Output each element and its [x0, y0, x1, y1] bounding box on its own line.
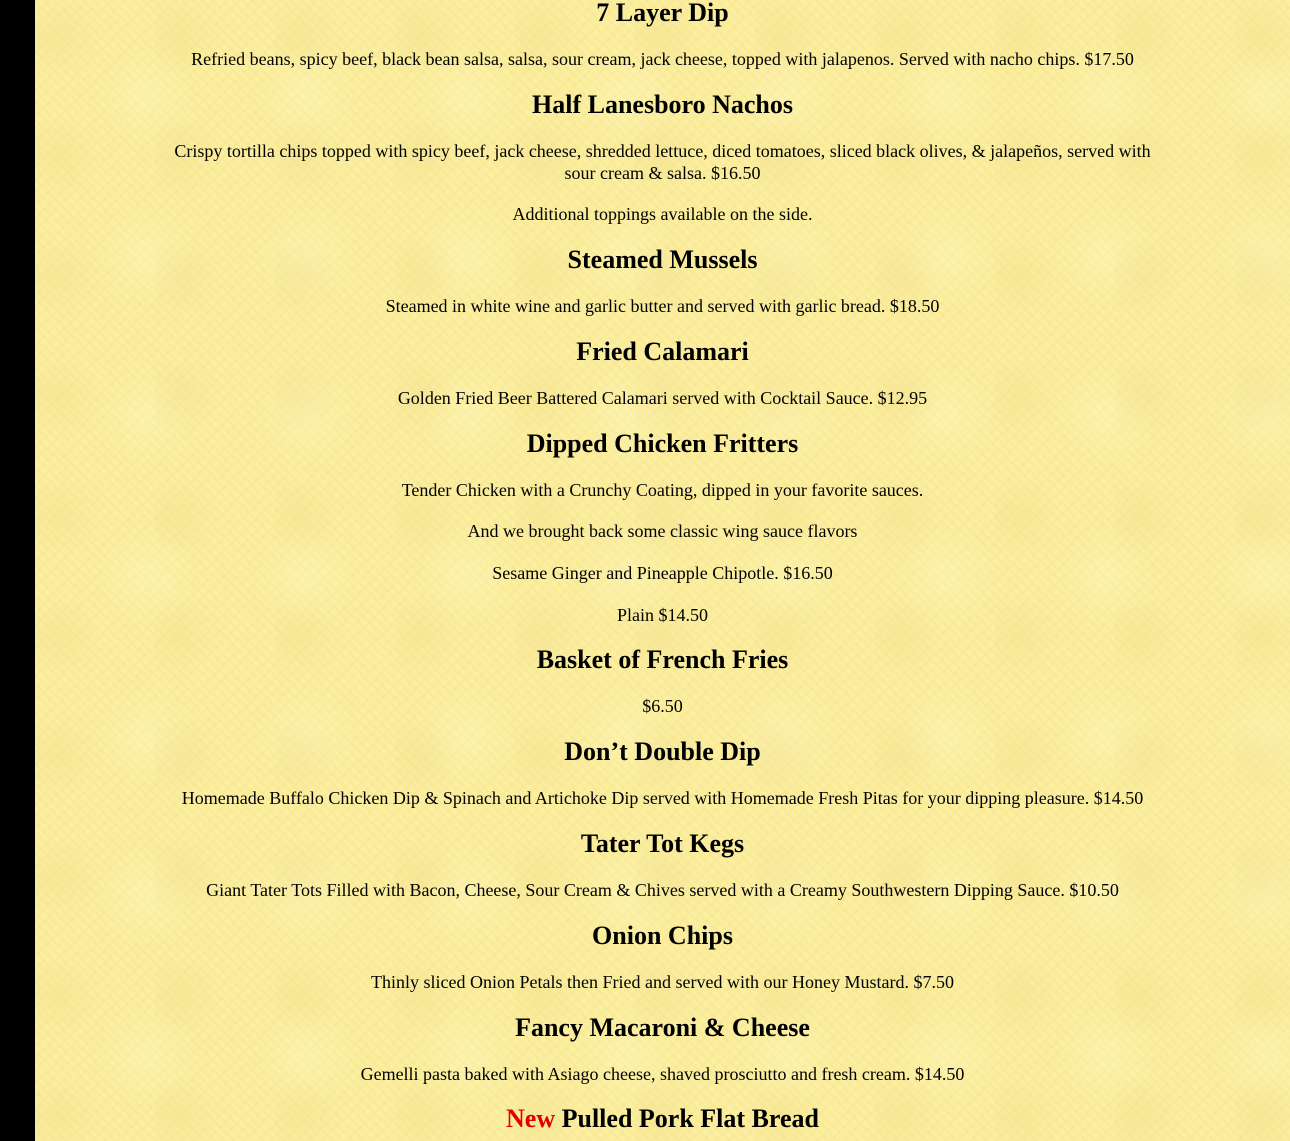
item-description: Sesame Ginger and Pineapple Chipotle. $16.50	[492, 563, 833, 583]
item-description: Crispy tortilla chips topped with spicy beef, jack cheese, shredded lettuce, diced tomatoes, sliced black olives, & jalapeños, served with sour cream & salsa. $16.50	[174, 141, 1151, 183]
menu-page	[35, 0, 1290, 1141]
new-badge: New	[506, 1104, 556, 1133]
item-description: Gemelli pasta baked with Asiago cheese, shaved prosciutto and fresh cream. $14.50	[360, 1064, 965, 1084]
item-description: Tender Chicken with a Crunchy Coating, dipped in your favorite sauces.	[401, 480, 924, 500]
item-title: Steamed Mussels	[567, 245, 758, 274]
item-title: 7 Layer Dip	[596, 0, 729, 27]
item-description: Steamed in white wine and garlic butter and served with garlic bread. $18.50	[385, 296, 940, 316]
item-price: $6.50	[642, 696, 683, 716]
item-description: Refried beans, spicy beef, black bean salsa, salsa, sour cream, jack cheese, topped with jalapenos. Served with nacho chips. $17.50	[191, 49, 1134, 69]
item-description: Homemade Buffalo Chicken Dip & Spinach and Artichoke Dip served with Homemade Fresh Pitas for your dipping pleasure. $14.50	[181, 788, 1144, 808]
item-description: Giant Tater Tots Filled with Bacon, Cheese, Sour Cream & Chives served with a Creamy Southwestern Dipping Sauce. $10.50	[206, 880, 1119, 900]
item-title: Dipped Chicken Fritters	[526, 429, 799, 458]
item-title: Onion Chips	[592, 921, 733, 950]
item-description: And we brought back some classic wing sauce flavors	[467, 521, 858, 541]
item-title: Tater Tot Kegs	[580, 829, 745, 858]
item-description: Golden Fried Beer Battered Calamari served with Cocktail Sauce. $12.95	[397, 388, 928, 408]
item-note: Additional toppings available on the side.	[512, 204, 813, 224]
left-sidebar-strip	[0, 0, 35, 1141]
item-title: Fancy Macaroni & Cheese	[515, 1013, 810, 1042]
item-title: Don’t Double Dip	[564, 737, 761, 766]
item-title: Fried Calamari	[576, 337, 749, 366]
item-title-text: Pulled Pork Flat Bread	[561, 1104, 819, 1133]
item-title: Basket of French Fries	[536, 645, 789, 674]
item-title-new	[35, 1104, 1290, 1134]
item-description: Thinly sliced Onion Petals then Fried and served with our Honey Mustard. $7.50	[371, 972, 954, 992]
item-title: Half Lanesboro Nachos	[532, 90, 793, 119]
item-price: Plain $14.50	[616, 605, 708, 625]
